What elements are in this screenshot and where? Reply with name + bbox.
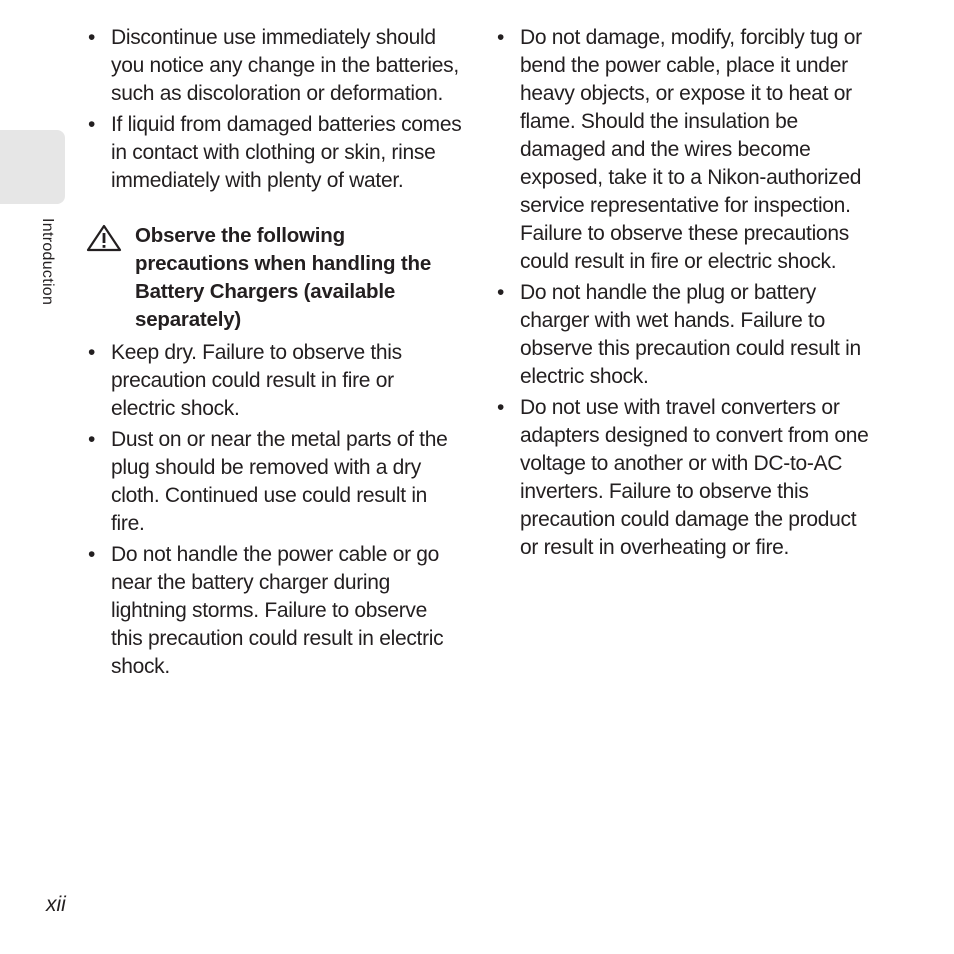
list-item-text: Do not use with travel converters or adapters designed to convert from one voltage to another or with DC-to-AC inverters. Failure to observe this precaution could damage the product or result in overheating or fire.: [520, 396, 869, 559]
list-item: [495, 394, 871, 562]
left-column: [86, 24, 462, 684]
list-item: [86, 24, 462, 108]
list-item-text: If liquid from damaged batteries comes in contact with clothing or skin, rinse immediately with plenty of water.: [111, 113, 462, 192]
bullet-list-right: [495, 24, 871, 562]
list-item-text: Keep dry. Failure to observe this precaution could result in fire or electric shock.: [111, 341, 402, 420]
bullet-icon: •: [88, 26, 96, 49]
bullet-icon: •: [497, 396, 505, 419]
list-item: [86, 426, 462, 538]
list-item-text: Do not handle the plug or battery charger with wet hands. Failure to observe this precaution could result in electric shock.: [520, 281, 861, 388]
bullet-list-top: [86, 24, 462, 195]
bullet-icon: •: [497, 281, 505, 304]
list-item-text: Do not damage, modify, forcibly tug or bend the power cable, place it under heavy objects, or expose it to heat or flame. Should the insulation be damaged and the wires become exposed, take it to a Nikon-authorized service representative for inspection. Failure to observe these precautions could result in fire or electric shock.: [520, 26, 862, 273]
bullet-icon: •: [88, 113, 96, 136]
warning-heading: Observe the following precautions when handling the Battery Chargers (available separately): [135, 224, 432, 331]
bullet-icon: •: [497, 26, 505, 49]
section-label: Introduction: [39, 218, 56, 306]
page-number: xii: [46, 893, 66, 916]
bullet-icon: •: [88, 543, 96, 566]
section-tab: [0, 130, 65, 204]
bullet-icon: •: [88, 341, 96, 364]
list-item: [86, 339, 462, 423]
list-item: [86, 111, 462, 195]
list-item-text: Dust on or near the metal parts of the plug should be removed with a dry cloth. Continued use could result in fire.: [111, 428, 448, 535]
warning-triangle-icon: [86, 224, 122, 252]
warning-section: [86, 222, 462, 334]
bullet-icon: •: [88, 428, 96, 451]
list-item: [495, 24, 871, 276]
list-item-text: Do not handle the power cable or go near the battery charger during lightning storms. Failure to observe this precaution could result in electric shock.: [111, 543, 444, 678]
right-column: [495, 24, 871, 565]
list-item: [86, 541, 462, 681]
list-item: [495, 279, 871, 391]
bullet-list-bottom: [86, 339, 462, 681]
list-item-text: Discontinue use immediately should you notice any change in the batteries, such as discoloration or deformation.: [111, 26, 459, 105]
